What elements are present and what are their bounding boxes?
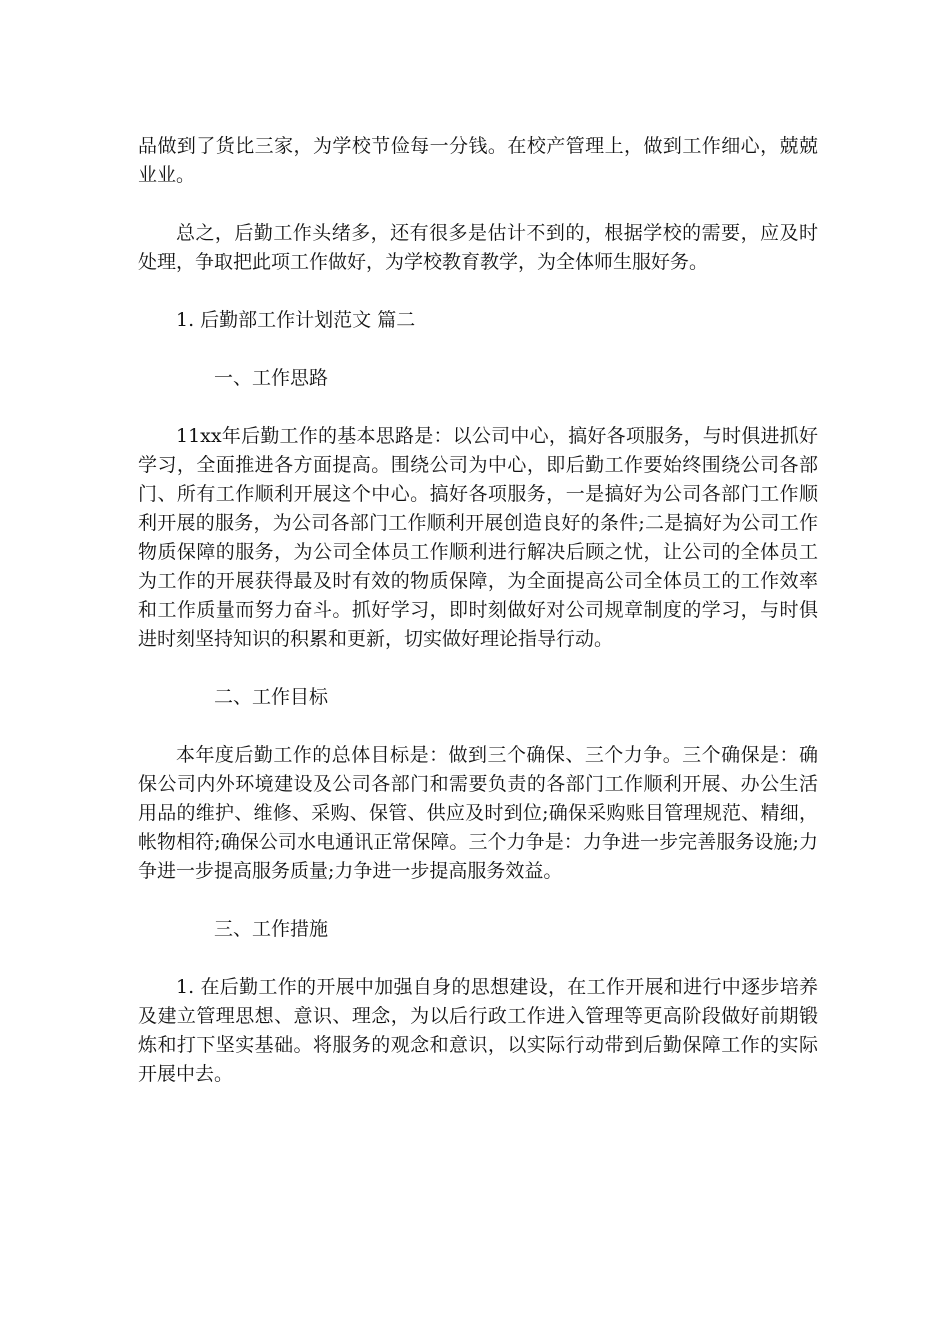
paragraph-summary: 总之，后勤工作头绪多，还有很多是估计不到的，根据学校的需要，应及时处理，争取把此项工作做好，为学校教育教学，为全体师生服好务。	[138, 222, 818, 273]
paragraph-work-goals: 本年度后勤工作的总体目标是：做到三个确保、三个力争。三个确保是：确保公司内外环境建设及公司各部门和需要负责的各部门工作顺利开展、办公生活用品的维护、维修、采购、保管、供应及时到位;确保采购账目管理规范、精细，帐物相符;确保公司水电通讯正常保障。三个力争是：力争进一步完善服务设施;力争进一步提高服务质量;力争进一步提高服务效益。	[138, 744, 818, 882]
section-heading-work-goals: 二、工作目标	[214, 686, 329, 708]
paragraph-work-measures-1: 1. 在后勤工作的开展中加强自身的思想建设，在工作开展和进行中逐步培养及建立管理思想、意识、理念，为以后行政工作进入管理等更高阶段做好前期锻炼和打下坚实基础。将服务的观念和意识，以实际行动带到后勤保障工作的实际开展中去。	[138, 976, 818, 1085]
article-heading: 1. 后勤部工作计划范文 篇二	[176, 309, 416, 331]
section-heading-work-approach: 一、工作思路	[214, 367, 329, 389]
document-body	[138, 132, 818, 1118]
section-heading-work-measures: 三、工作措施	[214, 918, 329, 940]
paragraph-continued: 品做到了货比三家，为学校节俭每一分钱。在校产管理上，做到工作细心，兢兢业业。	[138, 135, 818, 186]
paragraph-work-approach: 11xx年后勤工作的基本思路是：以公司中心，搞好各项服务，与时俱进抓好学习，全面推进各方面提高。围绕公司为中心，即后勤工作要始终围绕公司各部门、所有工作顺利开展这个中心。搞好各项服务，一是搞好为公司各部门工作顺利开展的服务，为公司各部门工作顺利开展创造良好的条件;二是搞好为公司工作物质保障的服务，为公司全体员工作顺利进行解决后顾之忧，让公司的全体员工为工作的开展获得最及时有效的物质保障，为全面提高公司全体员工的工作效率和工作质量而努力奋斗。抓好学习，即时刻做好对公司规章制度的学习，与时俱进时刻坚持知识的积累和更新，切实做好理论指导行动。	[138, 425, 818, 650]
